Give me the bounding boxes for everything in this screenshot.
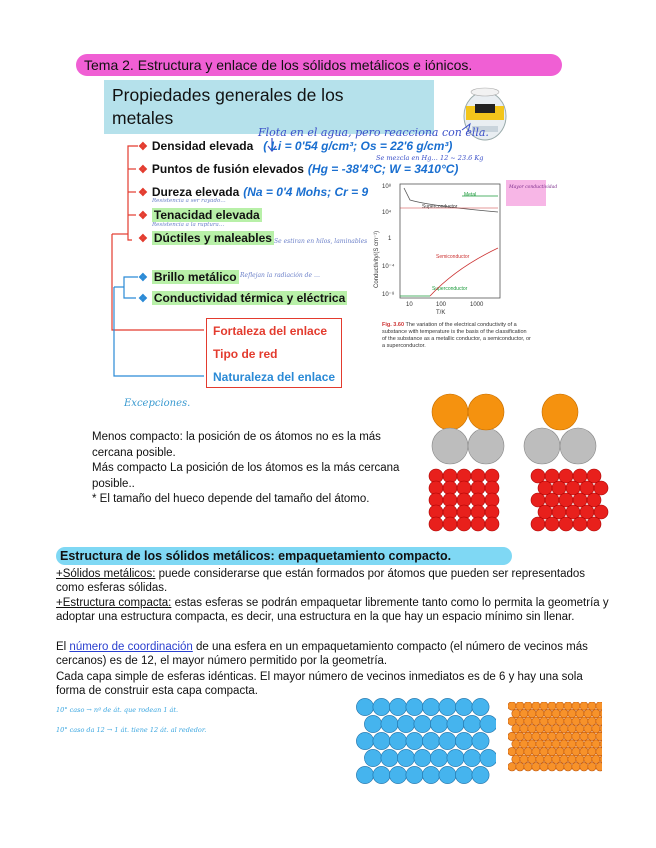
sphere-red [573,469,587,483]
sphere-grey [468,428,504,464]
sphere-red [429,517,443,531]
sphere-blue [480,715,496,732]
sphere-orange-small [580,702,588,710]
sphere-blue [397,715,414,732]
handwritten-note-dureza: Resistencia a ser rayado… [152,198,226,204]
sphere-orange-small [588,702,596,710]
property-ductiles: ❖ Dúctiles y maleables [138,231,272,245]
sphere-orange-small [524,763,532,771]
sphere-orange-small [540,717,548,725]
sphere-red [457,517,471,531]
sphere-orange-small [584,755,592,763]
factors-box [206,318,342,388]
paragraph-coordinacion: El número de coordinación de una esfera en un empaquetamiento compacto (el número de vecinos más cercanos) es de 12, el mayor número permitido por la geometría. [56,641,588,668]
sphere-red [587,517,601,531]
sphere-red [538,505,552,519]
sphere-red [559,469,573,483]
heading-line-2: metales [112,108,174,128]
sphere-red [552,481,566,495]
sphere-orange-small [548,717,556,725]
sphere-blue [447,749,464,766]
sphere-red [538,481,552,495]
sphere-orange-small [552,709,560,717]
sphere-orange-small [580,732,588,740]
sphere-orange-small [564,747,572,755]
sphere-orange-small [540,763,548,771]
label-superconductor-1: Superconductor [422,204,458,210]
sphere-blue [455,732,472,749]
diamond-icon: ❖ [138,163,148,176]
factor-fortaleza: Fortaleza del enlace [213,324,328,338]
sphere-blue [439,766,456,783]
sphere-orange-small [532,732,540,740]
sphere-orange-small [520,740,528,748]
sphere-orange-small [592,709,600,717]
sphere-orange-small [544,740,552,748]
sphere-orange-small [552,740,560,748]
factor-naturaleza: Naturaleza del enlace [213,370,336,384]
sphere-orange-small [532,702,540,710]
sphere-blue [389,766,406,783]
sphere-blue [414,749,431,766]
sphere-orange-small [576,725,584,733]
sphere-blue [472,766,489,783]
paragraph-capa: Cada capa simple de esferas idénticas. El mayor número de vecinos inmediatos es de 6 y hay una sola forma de construir esta capa compacta. [56,671,583,698]
sphere-orange-small [540,747,548,755]
sphere-red [545,469,559,483]
sphere-orange-small [580,763,588,771]
sphere-blue [422,766,439,783]
sphere-packing-diagram [420,376,630,536]
label-superconductor-2: Superconductor [432,286,468,292]
sphere-blue [406,698,423,715]
sphere-red [545,493,559,507]
handwritten-note-hg: Se mezcla en Hg… 12 ~ 23.6 Kg [376,154,484,162]
sphere-orange-small [560,725,568,733]
sphere-blue [455,698,472,715]
sphere-orange-small [512,755,520,763]
sphere-orange-small [544,709,552,717]
diamond-icon: ❖ [138,232,148,245]
sphere-orange-small [508,747,516,755]
sphere-orange-small [528,755,536,763]
sphere-orange-small [560,709,568,717]
sphere-orange-small [556,763,564,771]
sphere-blue [406,732,423,749]
paragraph-estructura: +Estructura compacta: estas esferas se podrán empaquetar libremente tanto como lo permita la geometría y adoptar una estructura compacta, es decir, una estructura en la que hay un espacio mínimo sin llenar. [56,597,609,624]
y-tick-2: 10⁴ [382,210,392,216]
orange-compact-layer [508,702,602,772]
sphere-red [531,469,545,483]
sphere-orange-small [556,747,564,755]
sphere-orange-small [548,702,556,710]
sphere-orange-small [540,732,548,740]
sphere-orange-small [564,717,572,725]
sphere-orange-small [516,763,524,771]
sphere-grey [524,428,560,464]
page-title: Tema 2. Estructura y enlace de los sólidos metálicos e iónicos. [76,54,562,76]
handwritten-excepciones: Excepciones. [124,398,191,409]
sphere-orange-small [592,755,600,763]
sphere-orange-small [568,709,576,717]
sphere-orange-small [516,717,524,725]
sphere-orange-small [516,747,524,755]
sphere-orange-small [576,709,584,717]
sphere-orange-small [596,702,602,710]
sphere-red [580,505,594,519]
sphere-orange-small [600,755,602,763]
sphere-red [531,493,545,507]
sphere-red [573,517,587,531]
sphere-blue [472,698,489,715]
sphere-orange-small [588,732,596,740]
sphere-orange-small [588,717,596,725]
sphere-orange-small [564,763,572,771]
sphere-orange [468,394,504,430]
sphere-blue [439,732,456,749]
sphere-blue [439,698,456,715]
sphere-red [552,505,566,519]
sphere-orange-small [524,717,532,725]
sphere-orange-small [532,717,540,725]
sphere-orange-small [548,732,556,740]
sphere-blue [422,698,439,715]
sphere-blue [373,698,390,715]
section-title: Estructura de los sólidos metálicos: empaquetamiento compacto. [56,547,512,565]
sphere-red [587,493,601,507]
more-compact-text: Más compacto La posición de los átomos es la más cercana posible.. [92,462,400,490]
sphere-blue [455,766,472,783]
sphere-orange-small [596,747,602,755]
sphere-orange-small [536,755,544,763]
sphere-orange-small [520,725,528,733]
sphere-blue [463,715,480,732]
sphere-red [566,481,580,495]
property-tenacidad: ❖ Tenacidad elevada [138,208,260,222]
x-tick-2: 100 [436,302,447,308]
sphere-orange-small [536,725,544,733]
sphere-blue [373,766,390,783]
diamond-icon: ❖ [138,292,148,305]
sphere-orange-small [568,755,576,763]
sphere-orange-small [516,732,524,740]
sphere-orange-small [592,740,600,748]
sphere-orange-small [552,725,560,733]
sphere-orange-small [600,725,602,733]
sphere-grey [432,428,468,464]
y-tick-1: 10⁸ [382,184,392,190]
sphere-grey [560,428,596,464]
paragraph-solidos: +Sólidos metálicos: puede considerarse que están formados por átomos que pueden ser representados como esferas sólidas. [56,568,586,595]
sphere-blue [430,749,447,766]
sphere-blue [406,766,423,783]
sphere-orange-small [600,709,602,717]
sphere-orange-small [600,740,602,748]
sphere-orange [432,394,468,430]
factor-tipo-red: Tipo de red [213,347,278,361]
hole-size-text: * El tamaño del hueco depende del tamaño del átomo. [92,493,370,506]
y-tick-3: 1 [388,236,392,242]
sphere-orange-small [520,755,528,763]
sphere-red [573,493,587,507]
label-metal: Metal [464,192,477,198]
sphere-blue [397,749,414,766]
sphere-red [559,517,573,531]
handwritten-graph-note: Mayor conductividad [509,185,558,190]
sphere-orange-small [560,740,568,748]
sphere-blue [356,766,373,783]
y-tick-5: 10⁻⁸ [382,292,395,298]
sphere-orange-small [516,702,524,710]
sphere-orange-small [508,732,516,740]
handwritten-note-10b: 10° caso da 12 → 1 át. tiene 12 át. al rededor. [56,726,207,734]
sphere-orange-small [512,740,520,748]
sphere-orange-small [556,702,564,710]
sphere-red [587,469,601,483]
sphere-orange-small [588,747,596,755]
sphere-orange-small [548,747,556,755]
sphere-orange-small [572,702,580,710]
sphere-orange-small [556,732,564,740]
sphere-orange-small [584,725,592,733]
sphere-blue [463,749,480,766]
sphere-red [443,517,457,531]
sphere-orange-small [512,709,520,717]
sphere-orange-small [520,709,528,717]
sphere-blue [373,732,390,749]
heading-line-1: Propiedades generales de los [112,85,344,105]
sphere-orange-small [572,747,580,755]
sphere-blue [356,698,373,715]
sphere-blue [430,715,447,732]
diamond-icon: ❖ [138,140,148,153]
sphere-orange-small [596,732,602,740]
sphere-orange-small [508,763,516,771]
sphere-orange-small [560,755,568,763]
diamond-icon: ❖ [138,271,148,284]
property-fusion: ❖ Puntos de fusión elevados (Hg = -38'4°C; W = 3410°C) [138,162,459,176]
diamond-icon: ❖ [138,209,148,222]
sphere-orange-small [532,763,540,771]
sphere-blue [381,749,398,766]
sphere-orange-small [540,702,548,710]
sphere-orange-small [524,732,532,740]
y-tick-4: 10⁻⁴ [382,264,395,270]
blue-compact-layer [356,698,496,790]
handwritten-note-ductiles: Se estiran en hilos, laminables [274,238,368,245]
x-tick-1: 10 [406,302,413,308]
sphere-red [594,505,608,519]
sphere-orange-small [552,755,560,763]
x-tick-3: 1000 [470,302,484,308]
sphere-red [580,481,594,495]
conductivity-graph [370,178,570,318]
sphere-orange-small [572,732,580,740]
handwritten-note-brillo: Reflejan la radiación de … [240,272,320,279]
sphere-red [545,517,559,531]
sphere-blue [389,698,406,715]
sphere-blue [422,732,439,749]
sphere-blue [364,749,381,766]
sphere-red [559,493,573,507]
sphere-orange-small [548,763,556,771]
property-brillo: ❖ Brillo metálico [138,270,237,284]
sphere-blue [472,732,489,749]
sphere-orange-small [532,747,540,755]
graph-caption: Fig. 3.60 The variation of the electrical conductivity of a substance with temperature is the basis of the classification of the substance as a metallic conductor, a semiconductor, or a superconductor. [382,322,531,349]
sphere-red [485,517,499,531]
handwritten-note-top: Flota en el agua, pero reacciona con ella. [258,126,489,139]
y-axis-label: Conductivity/(S cm⁻¹) [374,230,380,288]
x-axis-label: T/K [436,310,446,316]
compact-explanation [92,430,412,508]
sphere-orange-small [596,717,602,725]
sphere-orange-small [512,725,520,733]
sphere-orange-small [508,702,516,710]
sphere-orange-small [556,717,564,725]
sphere-orange-small [588,763,596,771]
diamond-icon: ❖ [138,186,148,199]
sphere-orange-small [536,740,544,748]
sphere-orange-small [576,740,584,748]
sphere-orange-small [528,709,536,717]
sphere-blue [414,715,431,732]
sphere-orange-small [584,740,592,748]
sphere-blue [356,732,373,749]
sphere-orange [542,394,578,430]
sphere-blue [447,715,464,732]
sphere-orange-small [524,747,532,755]
sphere-orange-small [580,717,588,725]
sphere-blue [364,715,381,732]
property-densidad: ❖ Densidad elevada ( Li = 0'54 g/cm³; Os = 22'6 g/cm³) [138,139,453,153]
sphere-orange-small [580,747,588,755]
sphere-blue [389,732,406,749]
sphere-orange-small [564,702,572,710]
sphere-orange-small [568,725,576,733]
sphere-orange-small [524,702,532,710]
label-semiconductor: Semiconductor [436,254,470,260]
property-dureza: ❖ Dureza elevada (Na = 0'4 Mohs; Cr = 9 [138,185,369,199]
sphere-blue [381,715,398,732]
sphere-red [531,517,545,531]
sphere-orange-small [536,709,544,717]
sphere-orange-small [528,740,536,748]
handwritten-note-tenacidad: Resistencia a la ruptura… [152,222,225,228]
sphere-red [471,517,485,531]
sphere-red [566,505,580,519]
sphere-orange-small [528,725,536,733]
sphere-orange-small [568,740,576,748]
sphere-orange-small [544,755,552,763]
sphere-orange-small [592,725,600,733]
sphere-orange-small [572,717,580,725]
sphere-orange-small [576,755,584,763]
sphere-blue [480,749,496,766]
sphere-orange-small [544,725,552,733]
property-conductividad: ❖ Conductividad térmica y eléctrica [138,291,346,305]
sphere-orange-small [596,763,602,771]
sphere-orange-small [584,709,592,717]
sphere-red [594,481,608,495]
sphere-orange-small [508,717,516,725]
sphere-orange-small [564,732,572,740]
handwritten-note-10a: 10° caso → nº de át. que rodean 1 át. [56,706,179,714]
less-compact-text: Menos compacto: la posición de os átomos no es la más cercana posible. [92,431,381,459]
sphere-orange-small [572,763,580,771]
